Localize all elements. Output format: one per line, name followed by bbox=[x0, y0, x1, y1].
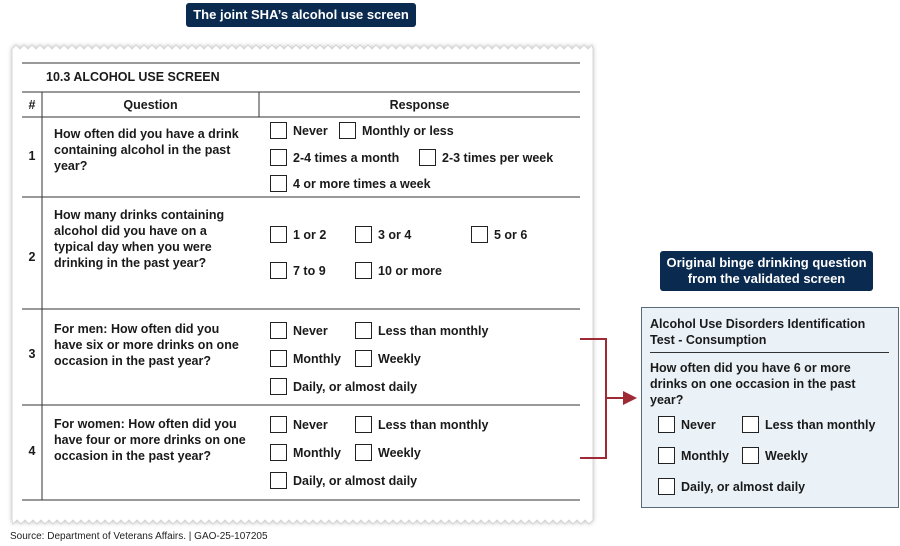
checkbox-square[interactable] bbox=[339, 122, 356, 139]
option-checkbox[interactable] bbox=[355, 262, 442, 279]
row-number: 2 bbox=[28, 250, 36, 264]
option-checkbox[interactable] bbox=[742, 416, 875, 433]
header-question: Question bbox=[123, 98, 178, 112]
option-checkbox[interactable] bbox=[419, 149, 553, 166]
option-label: 5 or 6 bbox=[494, 227, 528, 242]
option-label: Monthly or less bbox=[362, 123, 454, 138]
option-label: Never bbox=[293, 417, 328, 432]
option-label: Weekly bbox=[378, 445, 421, 460]
option-label: Monthly bbox=[293, 445, 341, 460]
option-label: Daily, or almost daily bbox=[293, 379, 418, 394]
checkbox-square[interactable] bbox=[355, 350, 372, 367]
original-question-banner bbox=[660, 251, 873, 291]
checkbox-square[interactable] bbox=[742, 447, 759, 464]
checkbox-square[interactable] bbox=[270, 472, 287, 489]
option-label: Less than monthly bbox=[765, 417, 876, 432]
header-response: Response bbox=[389, 98, 450, 112]
option-label: 4 or more times a week bbox=[293, 176, 431, 191]
row-number: 1 bbox=[28, 149, 36, 163]
checkbox-square[interactable] bbox=[270, 350, 287, 367]
option-label: Never bbox=[293, 323, 328, 338]
checkbox-square[interactable] bbox=[419, 149, 436, 166]
source-note: Source: Department of Veterans Affairs. | GAO-25-107205 bbox=[10, 531, 268, 542]
checkbox-square[interactable] bbox=[471, 226, 488, 243]
option-checkbox[interactable] bbox=[270, 378, 417, 395]
checkbox-square[interactable] bbox=[658, 447, 675, 464]
banner-line-1: Original binge drinking question bbox=[666, 255, 867, 270]
checkbox-square[interactable] bbox=[658, 478, 675, 495]
question-text: How many drinks containing alcohol did you have on a typical day when you were drinking in the past year? bbox=[54, 208, 225, 270]
option-label: Weekly bbox=[378, 351, 421, 366]
audit-c-panel bbox=[641, 307, 899, 508]
option-checkbox[interactable] bbox=[658, 447, 729, 464]
checkbox-square[interactable] bbox=[658, 416, 675, 433]
option-label: Never bbox=[681, 417, 716, 432]
option-checkbox[interactable] bbox=[270, 350, 341, 367]
option-checkbox[interactable] bbox=[270, 175, 431, 192]
checkbox-square[interactable] bbox=[270, 416, 287, 433]
option-checkbox[interactable] bbox=[270, 444, 341, 461]
panel-title: Alcohol Use Disorders Identification Test - Consumption bbox=[650, 317, 866, 347]
option-label: 2-4 times a month bbox=[293, 150, 400, 165]
option-checkbox[interactable] bbox=[270, 472, 417, 489]
option-checkbox[interactable] bbox=[355, 350, 421, 367]
checkbox-square[interactable] bbox=[355, 322, 372, 339]
option-checkbox[interactable] bbox=[270, 122, 328, 139]
option-checkbox[interactable] bbox=[270, 226, 326, 243]
checkbox-square[interactable] bbox=[270, 322, 287, 339]
option-label: 10 or more bbox=[378, 263, 442, 278]
option-checkbox[interactable] bbox=[355, 416, 488, 433]
checkbox-square[interactable] bbox=[355, 444, 372, 461]
panel-question: How often did you have 6 or more drinks on one occasion in the past year? bbox=[650, 361, 856, 407]
option-checkbox[interactable] bbox=[355, 444, 421, 461]
checkbox-square[interactable] bbox=[742, 416, 759, 433]
option-label: Never bbox=[293, 123, 328, 138]
option-label: Monthly bbox=[681, 448, 729, 463]
question-text: How often did you have a drink containing alcohol in the past year? bbox=[54, 127, 239, 173]
row-number: 4 bbox=[28, 444, 36, 458]
option-checkbox[interactable] bbox=[270, 416, 328, 433]
question-text: For women: How often did you have four or more drinks on one occasion in the past year? bbox=[54, 417, 246, 463]
option-checkbox[interactable] bbox=[270, 149, 399, 166]
question-text: For men: How often did you have six or more drinks on one occasion in the past year? bbox=[54, 322, 239, 368]
checkbox-square[interactable] bbox=[270, 149, 287, 166]
header-num: # bbox=[28, 98, 36, 112]
option-label: 1 or 2 bbox=[293, 227, 327, 242]
option-checkbox[interactable] bbox=[355, 226, 411, 243]
checkbox-square[interactable] bbox=[355, 416, 372, 433]
panel-divider bbox=[650, 352, 889, 353]
row-number: 3 bbox=[28, 347, 36, 361]
option-label: 3 or 4 bbox=[378, 227, 412, 242]
option-label: Daily, or almost daily bbox=[293, 473, 418, 488]
option-checkbox[interactable] bbox=[742, 447, 808, 464]
option-checkbox[interactable] bbox=[355, 322, 488, 339]
checkbox-square[interactable] bbox=[270, 122, 287, 139]
option-label: Less than monthly bbox=[378, 417, 489, 432]
option-checkbox[interactable] bbox=[471, 226, 527, 243]
form-title: 10.3 ALCOHOL USE SCREEN bbox=[46, 70, 220, 84]
checkbox-square[interactable] bbox=[270, 444, 287, 461]
checkbox-square[interactable] bbox=[355, 262, 372, 279]
checkbox-square[interactable] bbox=[270, 175, 287, 192]
option-checkbox[interactable] bbox=[658, 416, 716, 433]
checkbox-square[interactable] bbox=[270, 262, 287, 279]
banner-line-2: from the validated screen bbox=[687, 271, 846, 286]
checkbox-square[interactable] bbox=[355, 226, 372, 243]
option-label: 2-3 times per week bbox=[442, 150, 554, 165]
option-label: Weekly bbox=[765, 448, 808, 463]
checkbox-square[interactable] bbox=[270, 378, 287, 395]
option-checkbox[interactable] bbox=[339, 122, 454, 139]
option-label: Less than monthly bbox=[378, 323, 489, 338]
option-checkbox[interactable] bbox=[270, 322, 328, 339]
option-label: Monthly bbox=[293, 351, 341, 366]
joint-sha-banner: The joint SHA’s alcohol use screen bbox=[186, 3, 416, 27]
checkbox-square[interactable] bbox=[270, 226, 287, 243]
option-label: Daily, or almost daily bbox=[681, 479, 806, 494]
option-checkbox[interactable] bbox=[658, 478, 805, 495]
option-label: 7 to 9 bbox=[293, 263, 326, 278]
option-checkbox[interactable] bbox=[270, 262, 326, 279]
